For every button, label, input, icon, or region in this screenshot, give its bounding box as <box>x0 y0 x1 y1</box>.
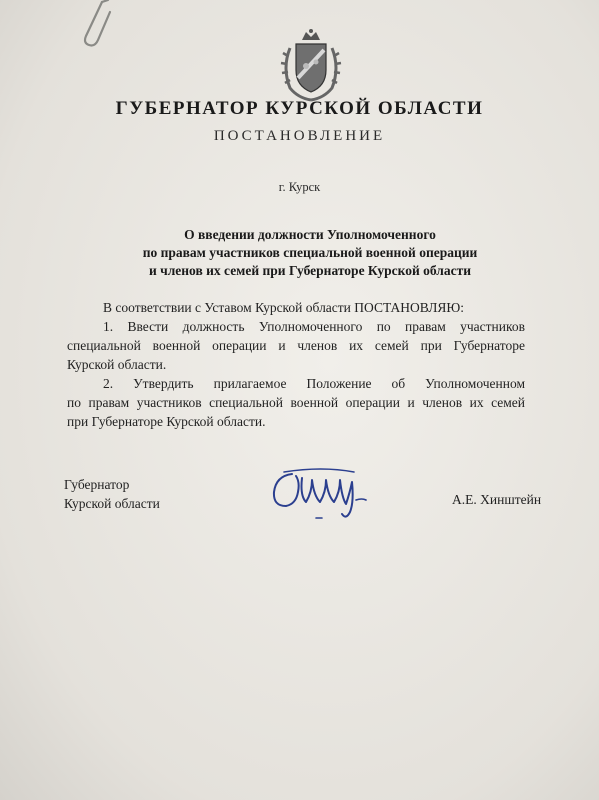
intro-paragraph: В соответствии с Уставом Курской области ПОСТАНОВЛЯЮ: <box>103 300 465 315</box>
issue-city: г. Курск <box>278 180 321 194</box>
item-2-line: по правам участников специальной военной операции и членов их семей <box>67 395 525 410</box>
item-1-line: 1. Ввести должность Уполномоченного по правам участников <box>103 319 525 334</box>
heading-line: и членов их семей при Губернаторе Курской области <box>148 263 472 278</box>
position-line: Курской области <box>64 496 160 511</box>
heading-line: по правам участников специальной военной операции <box>142 245 478 260</box>
issuer-title: ГУБЕРНАТОР КУРСКОЙ ОБЛАСТИ <box>115 98 484 119</box>
handwritten-signature <box>262 462 382 522</box>
heading-line: О введении должности Уполномоченного <box>184 227 436 242</box>
document-type: ПОСТАНОВЛЕНИЕ <box>213 128 386 144</box>
coat-of-arms-icon <box>280 28 342 102</box>
signatory-position <box>64 475 160 513</box>
resolution-heading <box>120 226 500 280</box>
item-1-line: специальной военной операции и членов их семей при Губернаторе <box>67 338 525 353</box>
item-2-line: 2. Утвердить прилагаемое Положение об Уполномоченном <box>103 376 525 391</box>
item-1-line: Курской области. <box>67 357 167 372</box>
item-2-line: при Губернаторе Курской области. <box>67 414 266 429</box>
position-line: Губернатор <box>64 477 130 492</box>
paper-clip-icon <box>62 0 122 50</box>
signatory-name: А.Е. Хинштейн <box>452 492 542 507</box>
resolution-body <box>67 298 525 431</box>
